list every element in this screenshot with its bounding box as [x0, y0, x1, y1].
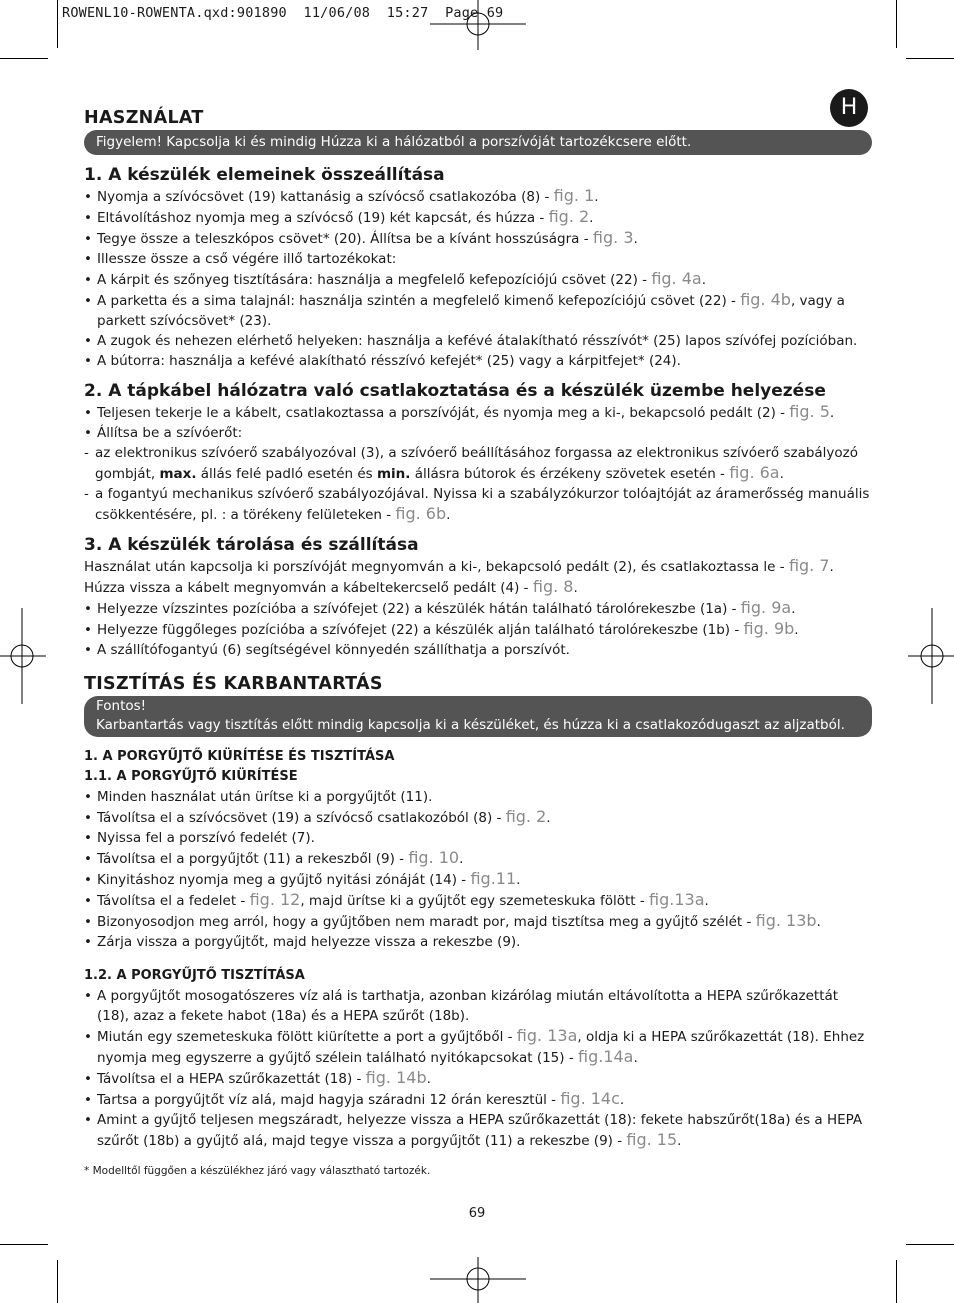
list-item: • Miután egy szemeteskuka fölött kiürítette a port a gyűjtőből - fig. 13a, oldja ki a HEPA szűrőkazettát (18). Ehhez nyomja meg egyszerre a gyűjtő szélein található nyitókapcsokat (15) - fig.14a.: [84, 1026, 872, 1068]
page-content: [84, 108, 872, 1177]
crop-mark: [906, 58, 954, 59]
list-item: - az elektronikus szívóerő szabályozóval (3), a szívóerő beállításához forgassa az elektronikus szívóerő szabályozó gombját, max. állás felé padló esetén és min. állásra bútorok és érzékeny szövetek esetén - fig. 6a.: [84, 443, 872, 484]
heading-power-connection: 2. A tápkábel hálózatra való csatlakoztatása és a készülék üzembe helyezése: [84, 381, 826, 401]
cleaning-list: [84, 986, 872, 1151]
figure-reference: fig. 3: [592, 228, 634, 247]
list-item: • Helyezze függőleges pozícióba a szívófejet (22) a készülék alján található tárolórekeszbe (1b) - fig. 9b.: [84, 619, 872, 640]
figure-reference: fig. 14b: [365, 1068, 427, 1087]
list-item: • Távolítsa el a fedelet - fig. 12, majd ürítse ki a gyűjtőt egy szemeteskuka fölött - fig.13a.: [84, 890, 872, 911]
list-item: • Eltávolításhoz nyomja meg a szívócső (19) két kapcsát, és húzza - fig. 2.: [84, 207, 872, 228]
figure-reference: fig. 6b: [395, 504, 447, 523]
figure-reference: fig. 9a: [740, 598, 792, 617]
list-item: • Amint a gyűjtő teljesen megszáradt, helyezze vissza a HEPA szűrőkazettát (18): fekete habszűrőt(18a) és a HEPA szűrőt (18b) a gyűjtő alá, majd tegye vissza a porgyűjtőt (11) a rekeszbe (9) - fig. 15.: [84, 1110, 872, 1151]
section-title-usage: HASZNÁLAT: [84, 108, 204, 128]
crop-mark: [57, 0, 58, 48]
list-item: • Nyissa fel a porszívó fedelét (7).: [84, 828, 872, 848]
registration-mark: [908, 608, 954, 704]
list-item: • Távolítsa el a porgyűjtőt (11) a rekeszből (9) - fig. 10.: [84, 848, 872, 869]
figure-reference: fig.11: [470, 869, 517, 888]
crop-mark: [906, 1244, 954, 1245]
figure-reference: fig. 13b: [755, 911, 817, 930]
paragraph: Használat után kapcsolja ki porszívóját megnyomván a ki-, bekapcsoló pedált (2), és csatlakoztassa le - fig. 7.: [84, 556, 834, 575]
figure-reference: fig. 13a: [516, 1026, 578, 1045]
list-item: • Bizonyosodjon meg arról, hogy a gyűjtőben nem maradt por, majd tisztítsa meg a gyűjtő szélét - fig. 13b.: [84, 911, 872, 932]
figure-reference: fig. 10: [408, 848, 460, 867]
list-item: • Távolítsa el a HEPA szűrőkazettát (18) - fig. 14b.: [84, 1068, 872, 1089]
figure-reference: fig. 9b: [743, 619, 795, 638]
figure-reference: fig. 6a: [729, 463, 780, 482]
notice-label: Fontos!: [96, 698, 147, 714]
figure-reference: fig. 1: [553, 186, 595, 205]
warning-notice: Figyelem! Kapcsolja ki és mindig Húzza ki a hálózatból a porszívóját tartozékcsere előtt.: [84, 130, 872, 155]
figure-reference: fig. 7: [788, 556, 830, 575]
figure-reference: fig. 5: [789, 402, 830, 421]
figure-reference: fig. 14c: [560, 1089, 620, 1108]
print-file-header: ROWENL10-ROWENTA.qxd:901890 11/06/08 15:27 Page 69: [62, 5, 504, 21]
heading-storage: 3. A készülék tárolása és szállítása: [84, 535, 419, 555]
notice-text: Karbantartás vagy tisztítás előtt mindig kapcsolja ki a készüléket, és húzza ki a csatlakozódugaszt az aljzatból.: [96, 717, 845, 733]
list-item: • Kinyitáshoz nyomja meg a gyűjtő nyitási zónáját (14) - fig.11.: [84, 869, 872, 890]
figure-reference: fig. 8: [532, 577, 574, 596]
list-item: • A kárpit és szőnyeg tisztítására: használja a megfelelő kefepozíciójú csövet (22) - fig. 4a.: [84, 269, 872, 290]
list-item: • Teljesen tekerje le a kábelt, csatlakoztassa a porszívóját, és nyomja meg a ki-, bekapcsoló pedált (2) - fig. 5.: [84, 402, 872, 423]
emptying-list: [84, 787, 872, 952]
important-notice: [84, 696, 872, 737]
list-item: • Zárja vissza a porgyűjtőt, majd helyezze vissza a rekeszbe (9).: [84, 932, 872, 952]
list-item: • Tegye össze a teleszkópos csövet* (20). Állítsa be a kívánt hosszúságra - fig. 3.: [84, 228, 872, 249]
figure-reference: fig.13a: [649, 890, 705, 909]
heading-assembly: 1. A készülék elemeinek összeállítása: [84, 165, 445, 185]
list-item: • A zugok és nehezen elérhető helyeken: használja a kefévé átalakítható résszívót* (25) lapos szívófej pozícióban.: [84, 331, 872, 351]
assembly-list: [84, 186, 872, 371]
list-item: • A bútorra: használja a kefévé alakítható résszívó kefejét* (25) vagy a kárpitfejet* (24).: [84, 351, 872, 371]
crop-mark: [57, 1260, 58, 1303]
list-item: • Távolítsa el a szívócsövet (19) a szívócső csatlakozóból (8) - fig. 2.: [84, 807, 872, 828]
figure-reference: fig. 4b: [740, 290, 791, 309]
registration-mark: [0, 608, 46, 704]
figure-reference: fig. 2: [505, 807, 547, 826]
heading-dust-container: 1. A PORGYŰJTŐ KIÜRÍTÉSE ÉS TISZTÍTÁSA: [84, 749, 395, 764]
list-item: • A szállítófogantyú (6) segítségével könnyedén szállíthatja a porszívót.: [84, 640, 872, 660]
list-item: • Helyezze vízszintes pozícióba a szívófejet (22) a készülék hátán található tárolórekeszbe (1a) - fig. 9a.: [84, 598, 872, 619]
list-item: - a fogantyú mechanikus szívóerő szabályozójával. Nyissa ki a szabályzókurzor tolóajtóját az áramerősség manuális csökkentésére, pl. : a törékeny felületeken - fig. 6b.: [84, 484, 872, 525]
list-item: • A parketta és a sima talajnál: használja szintén a megfelelő kimenő kefepozíciójú csövet (22) - fig. 4b, vagy a parkett szívócsövet* (23).: [84, 290, 872, 331]
list-item: • Tartsa a porgyűjtőt víz alá, majd hagyja száradni 12 órán keresztül - fig. 14c.: [84, 1089, 872, 1110]
crop-mark: [0, 1244, 48, 1245]
figure-reference: fig.14a: [578, 1047, 634, 1066]
figure-reference: fig. 15: [626, 1130, 678, 1149]
list-item: • Nyomja a szívócsövet (19) kattanásig a szívócső csatlakozóba (8) - fig. 1.: [84, 186, 872, 207]
registration-mark: [430, 1257, 526, 1303]
figure-reference: fig. 2: [548, 207, 590, 226]
crop-mark: [896, 1260, 897, 1303]
section-title-maintenance: TISZTÍTÁS ÉS KARBANTARTÁS: [84, 674, 383, 694]
subheading-emptying: 1.1. A PORGYŰJTŐ KIÜRÍTÉSE: [84, 769, 298, 784]
language-badge: H: [830, 89, 868, 127]
crop-mark: [0, 58, 48, 59]
list-item: • Állítsa be a szívóerőt:: [84, 423, 872, 443]
footnote: * Modelltől függően a készülékhez járó vagy választható tartozék.: [84, 1165, 431, 1177]
power-list: [84, 402, 872, 525]
crop-mark: [896, 0, 897, 48]
page-number: 69: [468, 1206, 486, 1221]
figure-reference: fig. 12: [249, 890, 301, 909]
list-item: • A porgyűjtőt mosogatószeres víz alá is tarthatja, azonban kizárólag miután eltávolította a HEPA szűrőkazettát (18), azaz a fekete habot (18a) és a HEPA szűrőt (18b).: [84, 986, 872, 1026]
storage-list: [84, 598, 872, 660]
subheading-cleaning: 1.2. A PORGYŰJTŐ TISZTÍTÁSA: [84, 968, 305, 983]
list-item: • Illessze össze a cső végére illő tartozékokat:: [84, 249, 872, 269]
figure-reference: fig. 4a: [651, 269, 702, 288]
paragraph: Húzza vissza a kábelt megnyomván a kábeltekercselő pedált (4) - fig. 8.: [84, 577, 578, 596]
list-item: • Minden használat után ürítse ki a porgyűjtőt (11).: [84, 787, 872, 807]
